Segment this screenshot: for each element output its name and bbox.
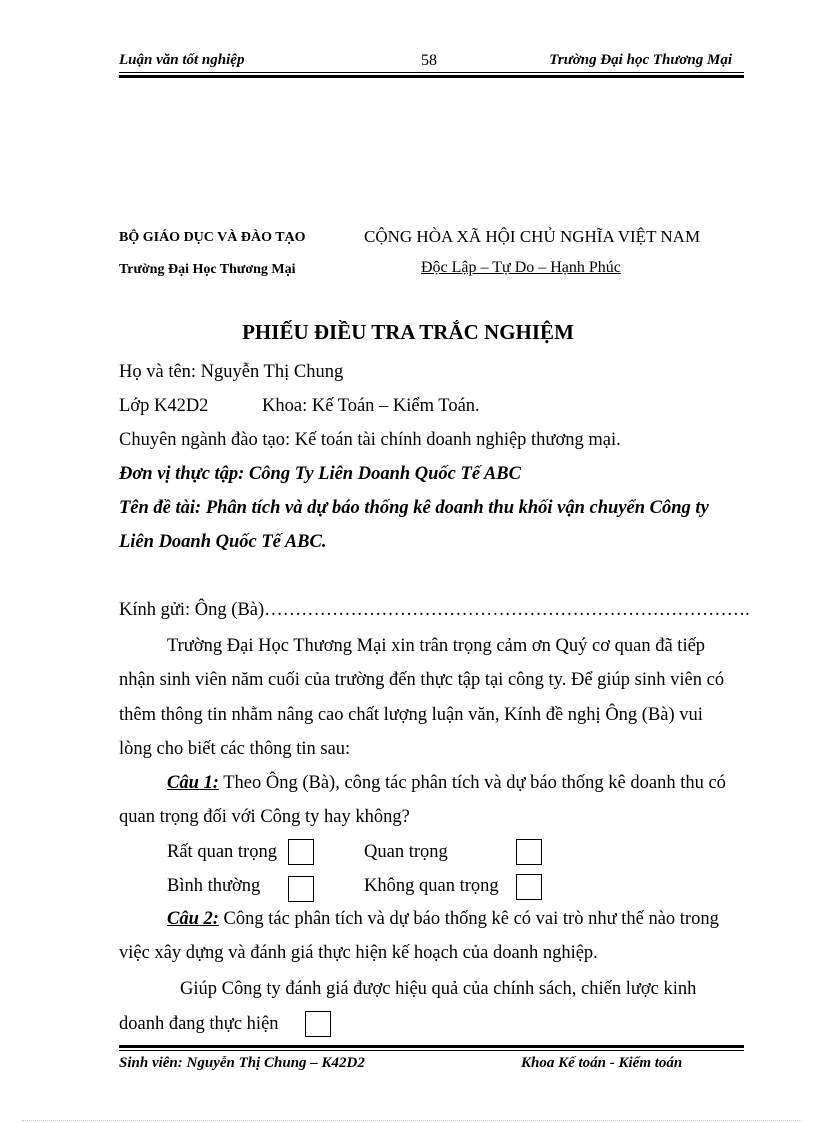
- class-label: Lớp K42D2: [119, 396, 209, 416]
- footer-rule-thin: [119, 1050, 744, 1051]
- question-1-line-1: [167, 773, 726, 794]
- q1-checkbox-normal[interactable]: [288, 876, 314, 902]
- major-label: Chuyên ngành đào tạo: Kế toán tài chính doanh nghiệp thương mại.: [119, 430, 621, 450]
- nation-title: CỘNG HÒA XÃ HỘI CHỦ NGHĨA VIỆT NAM: [364, 227, 701, 246]
- question-1-label: Câu 1:: [167, 773, 219, 793]
- thesis-topic-line-2: Liên Doanh Quốc Tế ABC.: [119, 532, 327, 552]
- question-2-text: Công tác phân tích và dự báo thống kê có vai trò như thế nào trong: [218, 909, 719, 929]
- intro-line-2: nhận sinh viên năm cuối của trường đến thực tập tại công ty. Để giúp sinh viên có: [119, 670, 725, 690]
- question-2-line-1: [167, 909, 719, 930]
- intro-line-3: thêm thông tin nhằm nâng cao chất lượng luận văn, Kính đề nghị Ông (Bà) vui: [119, 705, 703, 725]
- q1-checkbox-very-important[interactable]: [288, 839, 314, 865]
- ministry-name: BỘ GIÁO DỤC VÀ ĐÀO TẠO: [119, 230, 306, 245]
- q1-option-not-important: Không quan trọng: [364, 876, 499, 896]
- school-name: Trường Đại Học Thương Mại: [119, 262, 296, 277]
- q1-option-important: Quan trọng: [364, 842, 448, 862]
- header-rule-thin: [119, 72, 744, 73]
- faculty-label: Khoa: Kế Toán – Kiểm Toán.: [262, 396, 480, 416]
- q1-option-very-important: Rất quan trọng: [167, 842, 277, 862]
- page-bottom-edge: [22, 1120, 802, 1121]
- footer-right: Khoa Kế toán - Kiểm toán: [521, 1055, 683, 1071]
- intro-line-4: lòng cho biết các thông tin sau:: [119, 739, 351, 759]
- q2-checkbox-option-1[interactable]: [305, 1011, 331, 1037]
- header-rule-thick: [119, 75, 744, 78]
- national-motto: Độc Lập – Tự Do – Hạnh Phúc: [421, 259, 621, 276]
- greeting-line: Kính gửi: Ông (Bà)…………………………………………………………………….: [119, 600, 750, 620]
- q2-option-1-line-2: doanh đang thực hiện: [119, 1014, 279, 1034]
- q1-option-normal: Bình thường: [167, 876, 261, 896]
- q1-checkbox-important[interactable]: [516, 839, 542, 865]
- q1-checkbox-not-important[interactable]: [516, 874, 542, 900]
- page-number: 58: [421, 52, 437, 69]
- thesis-topic-line-1: Tên đề tài: Phân tích và dự báo thống kê doanh thu khối vận chuyển Công ty: [119, 498, 709, 518]
- question-1-text: Theo Ông (Bà), công tác phân tích và dự báo thống kê doanh thu có: [218, 773, 726, 793]
- header-left: Luận văn tốt nghiệp: [119, 52, 245, 68]
- internship-unit: Đơn vị thực tập: Công Ty Liên Doanh Quốc Tế ABC: [119, 464, 521, 484]
- header-right: Trường Đại học Thương Mại: [549, 52, 732, 68]
- footer-left: Sinh viên: Nguyễn Thị Chung – K42D2: [119, 1055, 365, 1071]
- student-name: Họ và tên: Nguyễn Thị Chung: [119, 362, 344, 382]
- question-1-line-2: quan trọng đối với Công ty hay không?: [119, 807, 410, 827]
- footer-rule-thick: [119, 1045, 744, 1048]
- intro-line-1: Trường Đại Học Thương Mại xin trân trọng cảm ơn Quý cơ quan đã tiếp: [167, 636, 706, 656]
- q2-option-1-line-1: Giúp Công ty đánh giá được hiệu quả của chính sách, chiến lược kinh: [180, 979, 697, 999]
- question-2-label: Câu 2:: [167, 909, 219, 929]
- question-2-line-2: việc xây dựng và đánh giá thực hiện kế hoạch của doanh nghiệp.: [119, 943, 598, 963]
- form-title: PHIẾU ĐIỀU TRA TRẮC NGHIỆM: [242, 320, 574, 344]
